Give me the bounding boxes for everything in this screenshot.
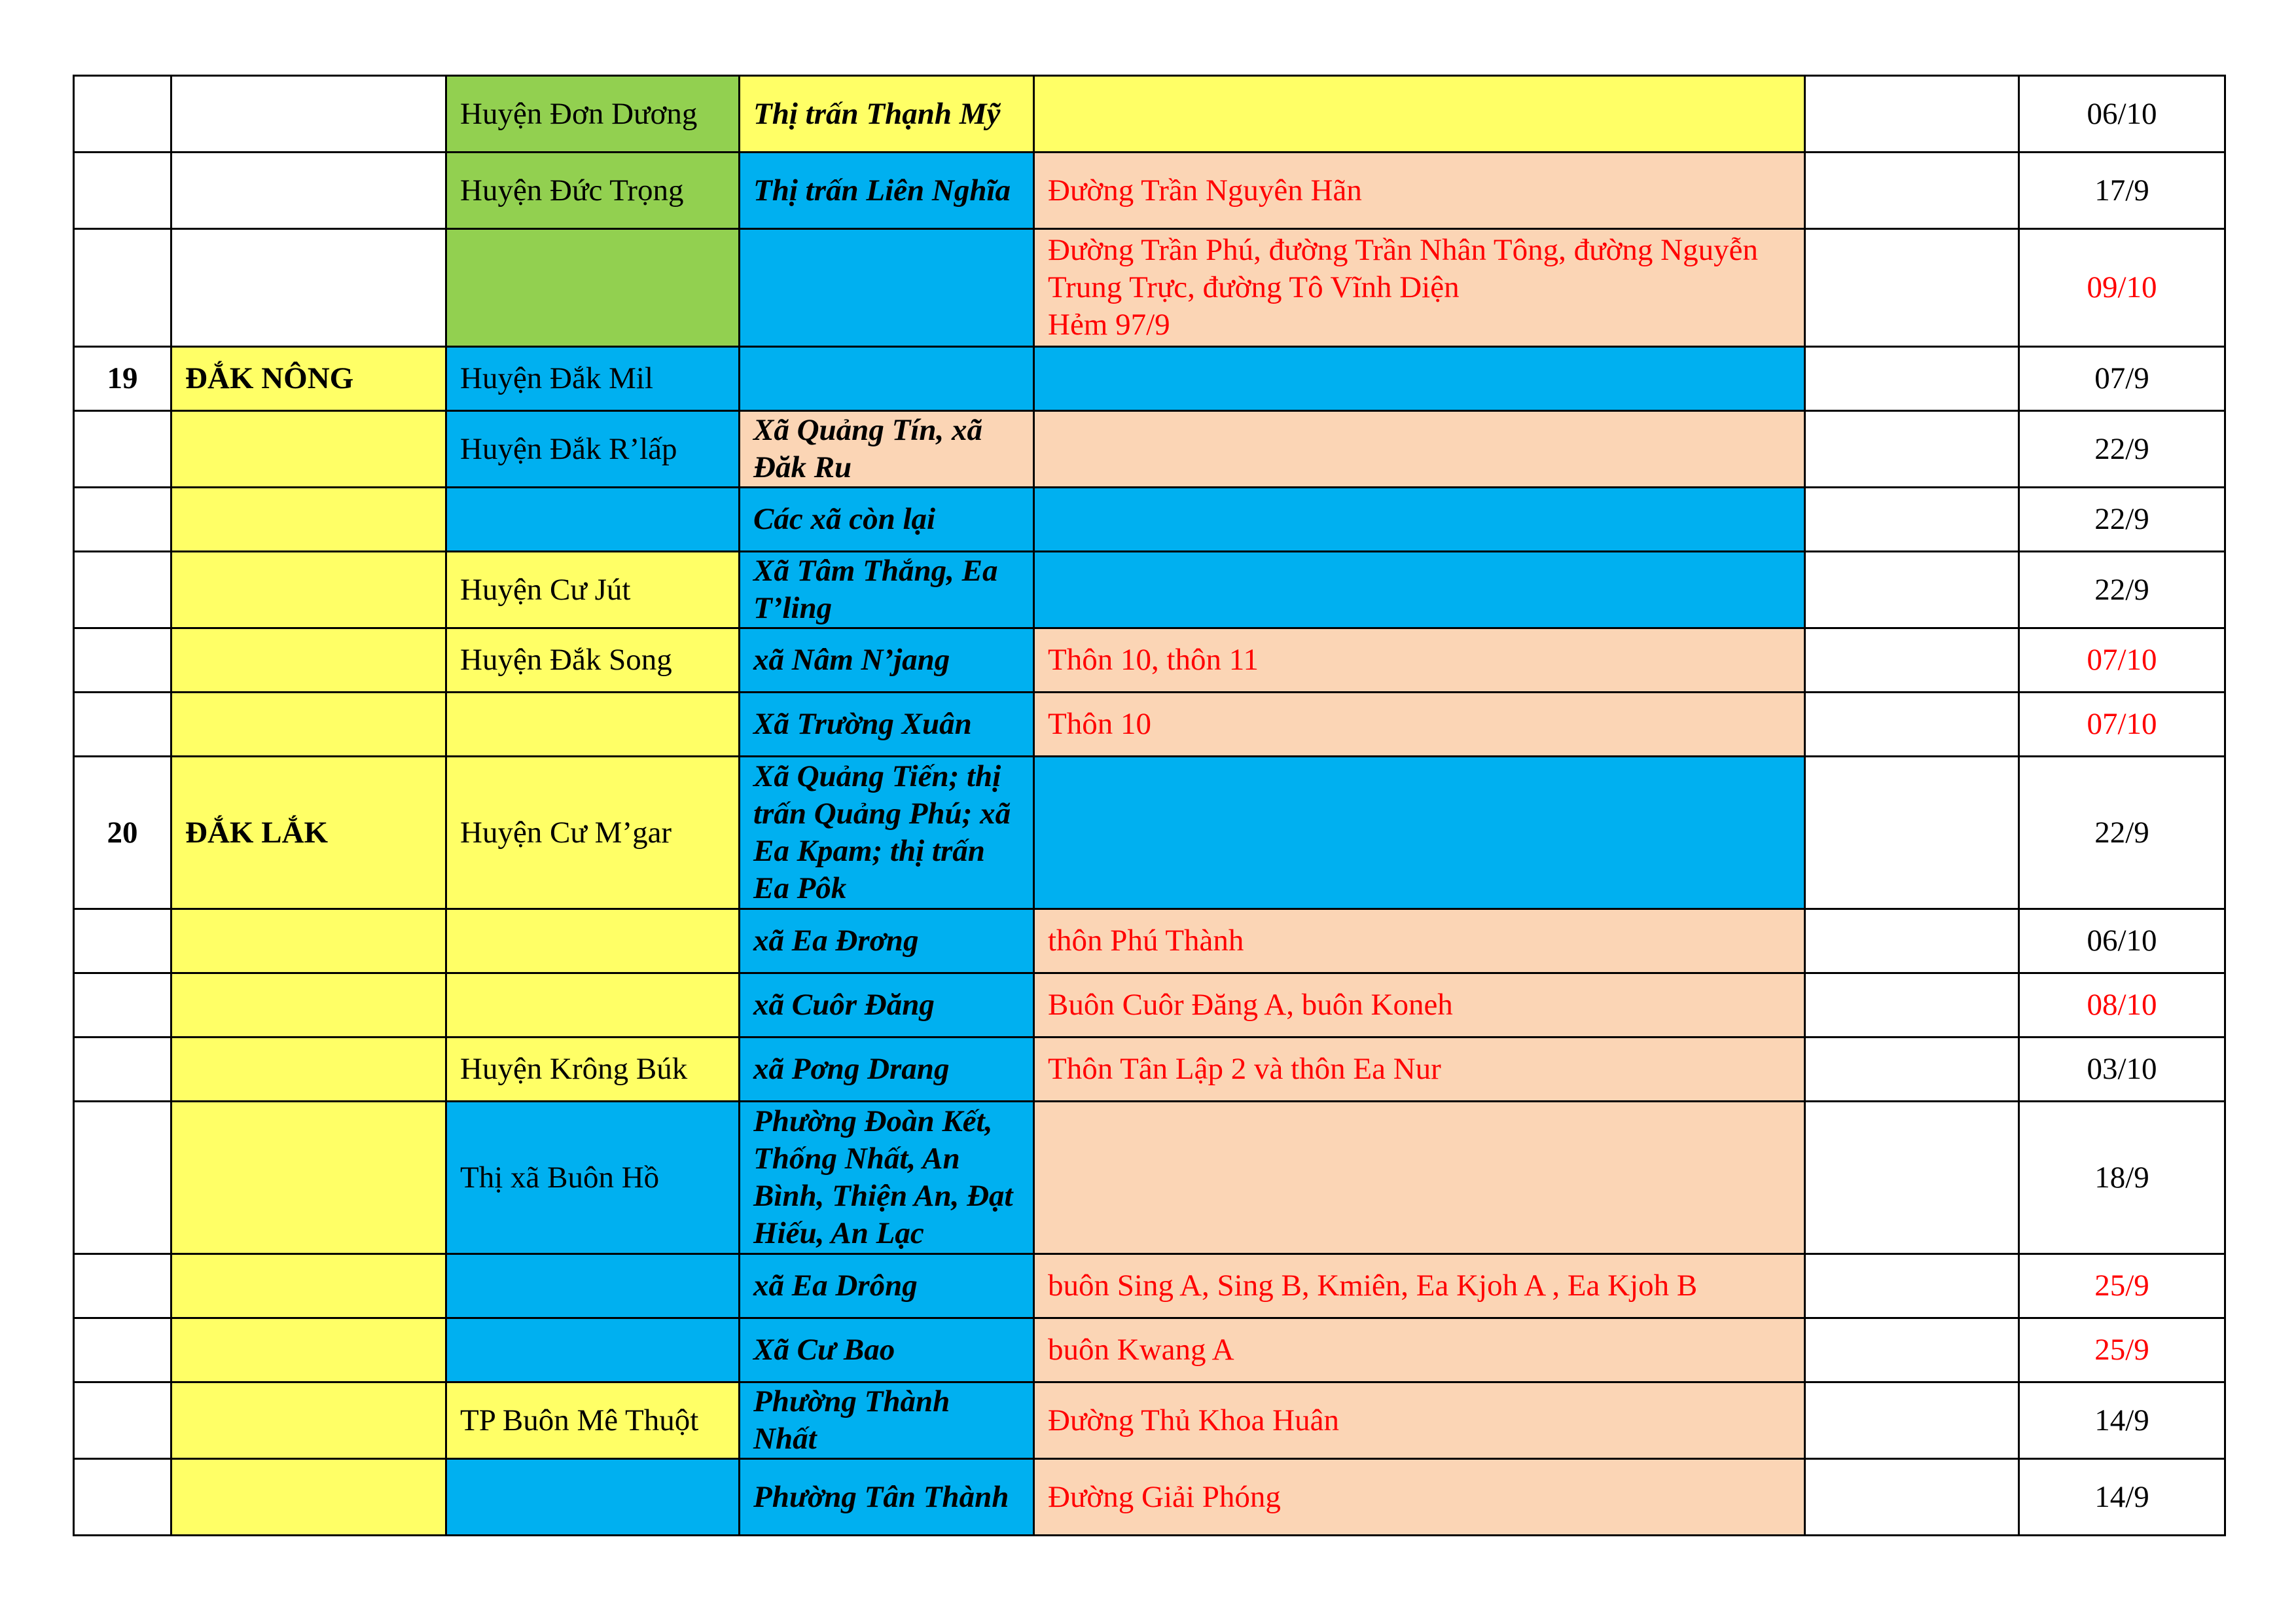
cell-district (446, 1318, 740, 1382)
cell-province: ĐẮK NÔNG (171, 347, 446, 411)
cell-area (1034, 1102, 1805, 1254)
cell-province (171, 693, 446, 757)
cell-date: 22/9 (2019, 488, 2225, 552)
table-row (74, 1382, 2225, 1459)
cell-district: Huyện Đức Trọng (446, 153, 740, 229)
cell-ward: Xã Quảng Tiến; thị trấn Quảng Phú; xã Ea Kpam; thị trấn Ea Pôk (740, 757, 1034, 909)
table-row (74, 411, 2225, 488)
table-row (74, 1318, 2225, 1382)
cell-ward: xã Nâm N’jang (740, 628, 1034, 693)
cell-province (171, 973, 446, 1038)
cell-stt (74, 909, 171, 973)
table-row (74, 552, 2225, 628)
cell-ward: xã Ea Drông (740, 1254, 1034, 1318)
cell-ward: Phường Thành Nhất (740, 1382, 1034, 1459)
cell-stt (74, 1318, 171, 1382)
cell-ward: Xã Cư Bao (740, 1318, 1034, 1382)
cell-note (1805, 1254, 2019, 1318)
cell-stt (74, 1459, 171, 1536)
cell-district (446, 488, 740, 552)
cell-stt (74, 693, 171, 757)
cell-stt (74, 153, 171, 229)
cell-note (1805, 1459, 2019, 1536)
cell-province (171, 229, 446, 347)
cell-ward: Xã Trường Xuân (740, 693, 1034, 757)
cell-province (171, 76, 446, 153)
cell-note (1805, 76, 2019, 153)
cell-stt: 20 (74, 757, 171, 909)
cell-area: Đường Trần Nguyên Hãn (1034, 153, 1805, 229)
cell-note (1805, 552, 2019, 628)
cell-stt (74, 973, 171, 1038)
cell-ward: Phường Tân Thành (740, 1459, 1034, 1536)
cell-note (1805, 411, 2019, 488)
cell-date: 07/9 (2019, 347, 2225, 411)
table-row (74, 1038, 2225, 1102)
table-row (74, 628, 2225, 693)
cell-area: Đường Thủ Khoa Huân (1034, 1382, 1805, 1459)
cell-ward: xã Ea Đrơng (740, 909, 1034, 973)
cell-note (1805, 229, 2019, 347)
cell-stt (74, 552, 171, 628)
table-row (74, 973, 2225, 1038)
cell-area: Buôn Cuôr Đăng A, buôn Koneh (1034, 973, 1805, 1038)
lockdown-areas-table (73, 75, 2226, 1536)
cell-province (171, 153, 446, 229)
cell-stt (74, 1038, 171, 1102)
cell-province (171, 552, 446, 628)
cell-province (171, 1459, 446, 1536)
cell-ward (740, 347, 1034, 411)
cell-province (171, 488, 446, 552)
cell-area: Thôn Tân Lập 2 và thôn Ea Nur (1034, 1038, 1805, 1102)
table-row (74, 909, 2225, 973)
table-row (74, 76, 2225, 153)
cell-stt (74, 229, 171, 347)
cell-note (1805, 973, 2019, 1038)
cell-date: 06/10 (2019, 76, 2225, 153)
cell-district (446, 1254, 740, 1318)
cell-district: TP Buôn Mê Thuột (446, 1382, 740, 1459)
cell-ward: Xã Tâm Thắng, Ea T’ling (740, 552, 1034, 628)
cell-area (1034, 488, 1805, 552)
cell-stt (74, 411, 171, 488)
cell-date: 22/9 (2019, 552, 2225, 628)
cell-province (171, 1102, 446, 1254)
cell-date: 06/10 (2019, 909, 2225, 973)
cell-date: 07/10 (2019, 693, 2225, 757)
cell-note (1805, 153, 2019, 229)
cell-note (1805, 628, 2019, 693)
cell-note (1805, 693, 2019, 757)
cell-date: 22/9 (2019, 411, 2225, 488)
cell-date: 22/9 (2019, 757, 2225, 909)
cell-stt (74, 1382, 171, 1459)
cell-stt (74, 1102, 171, 1254)
cell-note (1805, 757, 2019, 909)
cell-ward: xã Pơng Drang (740, 1038, 1034, 1102)
cell-district: Thị xã Buôn Hồ (446, 1102, 740, 1254)
cell-ward: xã Cuôr Đăng (740, 973, 1034, 1038)
table-row (74, 153, 2225, 229)
table-row (74, 488, 2225, 552)
cell-district: Huyện Đắk Mil (446, 347, 740, 411)
cell-ward: Thị trấn Thạnh Mỹ (740, 76, 1034, 153)
cell-note (1805, 1318, 2019, 1382)
cell-stt (74, 628, 171, 693)
cell-date: 03/10 (2019, 1038, 2225, 1102)
cell-date: 25/9 (2019, 1318, 2225, 1382)
cell-ward (740, 229, 1034, 347)
cell-date: 14/9 (2019, 1459, 2225, 1536)
cell-area: buôn Kwang A (1034, 1318, 1805, 1382)
cell-ward: Xã Quảng Tín, xã Đăk Ru (740, 411, 1034, 488)
cell-note (1805, 1038, 2019, 1102)
cell-note (1805, 1382, 2019, 1459)
cell-province (171, 1318, 446, 1382)
cell-district (446, 909, 740, 973)
cell-ward: Các xã còn lại (740, 488, 1034, 552)
cell-area: buôn Sing A, Sing B, Kmiên, Ea Kjoh A , Ea Kjoh B (1034, 1254, 1805, 1318)
cell-province (171, 1038, 446, 1102)
cell-district: Huyện Cư M’gar (446, 757, 740, 909)
cell-area: Đường Giải Phóng (1034, 1459, 1805, 1536)
cell-province (171, 909, 446, 973)
cell-note (1805, 488, 2019, 552)
cell-province (171, 411, 446, 488)
table-row (74, 347, 2225, 411)
cell-province: ĐẮK LẮK (171, 757, 446, 909)
cell-district (446, 693, 740, 757)
table-row (74, 1459, 2225, 1536)
cell-area: Thôn 10 (1034, 693, 1805, 757)
cell-district: Huyện Cư Jút (446, 552, 740, 628)
cell-date: 18/9 (2019, 1102, 2225, 1254)
table-row (74, 1254, 2225, 1318)
cell-date: 17/9 (2019, 153, 2225, 229)
cell-area (1034, 411, 1805, 488)
cell-province (171, 1382, 446, 1459)
cell-stt: 19 (74, 347, 171, 411)
cell-district (446, 229, 740, 347)
table-body (74, 76, 2225, 1536)
cell-date: 09/10 (2019, 229, 2225, 347)
cell-date: 07/10 (2019, 628, 2225, 693)
cell-area (1034, 76, 1805, 153)
cell-district: Huyện Đơn Dương (446, 76, 740, 153)
cell-area (1034, 347, 1805, 411)
cell-province (171, 1254, 446, 1318)
cell-district: Huyện Đắk R’lấp (446, 411, 740, 488)
table-row (74, 693, 2225, 757)
cell-area: Đường Trần Phú, đường Trần Nhân Tông, đường Nguyễn Trung Trực, đường Tô Vĩnh Diện Hẻm 97/9 (1034, 229, 1805, 347)
cell-note (1805, 909, 2019, 973)
table-row (74, 229, 2225, 347)
cell-area (1034, 757, 1805, 909)
cell-ward: Thị trấn Liên Nghĩa (740, 153, 1034, 229)
cell-province (171, 628, 446, 693)
cell-district: Huyện Đắk Song (446, 628, 740, 693)
cell-district (446, 973, 740, 1038)
cell-date: 25/9 (2019, 1254, 2225, 1318)
cell-date: 08/10 (2019, 973, 2225, 1038)
cell-stt (74, 76, 171, 153)
table-row (74, 1102, 2225, 1254)
cell-ward: Phường Đoàn Kết, Thống Nhất, An Bình, Thiện An, Đạt Hiếu, An Lạc (740, 1102, 1034, 1254)
table-row (74, 757, 2225, 909)
cell-note (1805, 347, 2019, 411)
cell-stt (74, 488, 171, 552)
cell-stt (74, 1254, 171, 1318)
cell-district (446, 1459, 740, 1536)
cell-area: thôn Phú Thành (1034, 909, 1805, 973)
cell-note (1805, 1102, 2019, 1254)
cell-district: Huyện Krông Búk (446, 1038, 740, 1102)
cell-area: Thôn 10, thôn 11 (1034, 628, 1805, 693)
cell-date: 14/9 (2019, 1382, 2225, 1459)
cell-area (1034, 552, 1805, 628)
